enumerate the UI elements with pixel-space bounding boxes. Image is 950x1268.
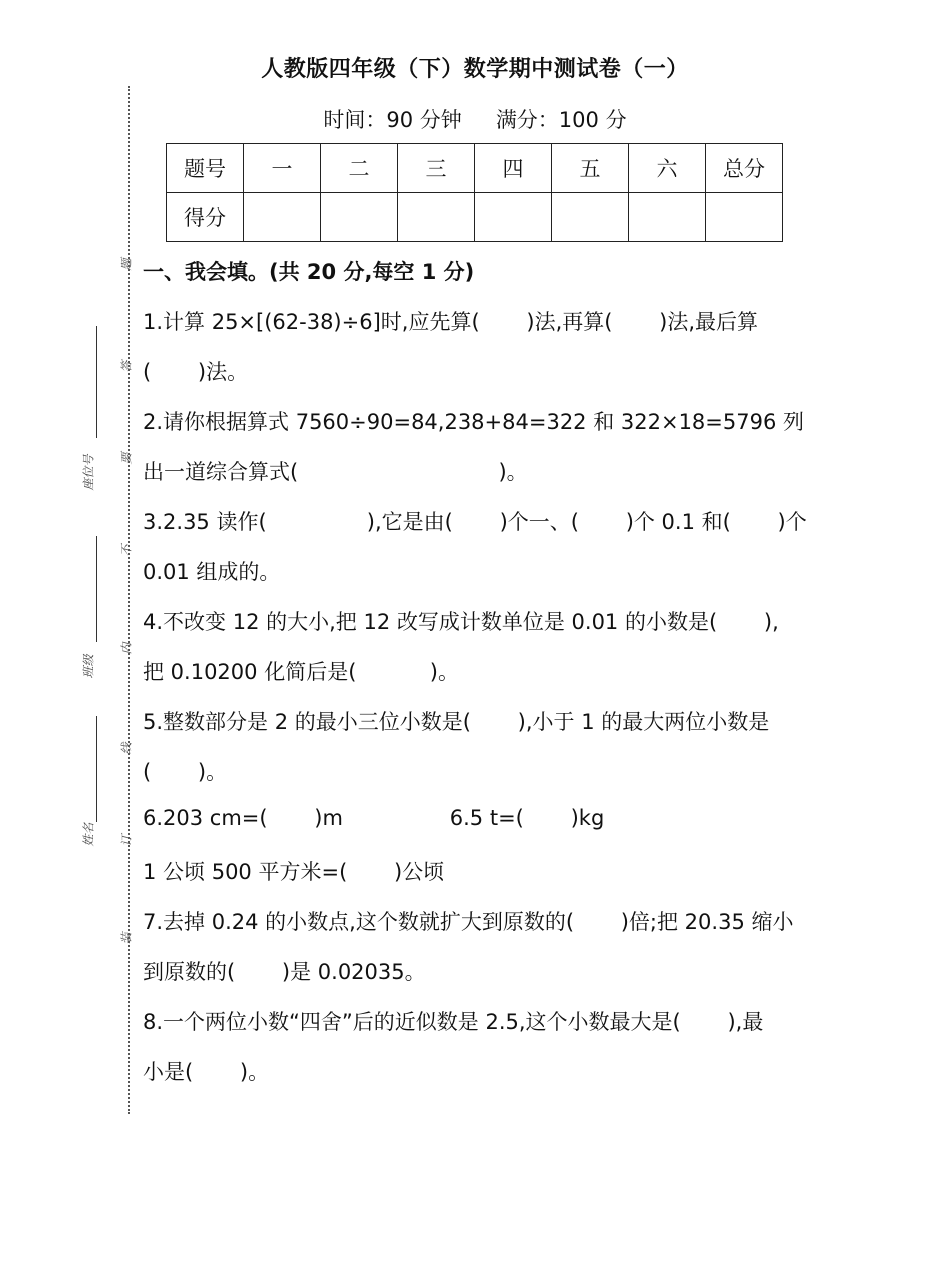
margin-seal-char: 不 [119, 544, 134, 557]
score-cell[interactable] [398, 193, 475, 242]
question-line: 把 0.10200 化简后是( )。 [143, 660, 460, 684]
margin-seal-char: 答 [119, 360, 134, 373]
exam-time: 时间：90 分钟 [323, 108, 462, 132]
score-cell[interactable] [321, 193, 398, 242]
margin-seal-char: 要 [119, 452, 134, 465]
binding-dotted-line [128, 86, 130, 1114]
question-line: 到原数的( )是 0.02035。 [143, 960, 426, 984]
score-table-header-cell: 题号 [167, 144, 244, 193]
seat-number-blank [96, 326, 97, 438]
section-heading: 一、我会填。(共 20 分,每空 1 分) [143, 260, 475, 284]
score-table-header-cell: 三 [398, 144, 475, 193]
question-line: 7.去掉 0.24 的小数点,这个数就扩大到原数的( )倍;把 20.35 缩小 [143, 910, 794, 934]
margin-seal-char: 线 [119, 742, 134, 755]
score-table-header-cell: 五 [552, 144, 629, 193]
question-line: 1.计算 25×[(62-38)÷6]时,应先算( )法,再算( )法,最后算 [143, 310, 759, 334]
score-table-header-cell: 四 [475, 144, 552, 193]
name-label: 姓名 [81, 822, 96, 847]
score-table-header-cell: 二 [321, 144, 398, 193]
question-line: ( )法。 [143, 360, 249, 384]
score-table-score-row [167, 193, 783, 242]
score-cell[interactable] [475, 193, 552, 242]
question-line: 小是( )。 [143, 1060, 270, 1084]
question-line: 8.一个两位小数“四舍”后的近似数是 2.5,这个小数最大是( ),最 [143, 1010, 764, 1034]
score-table-header-cell: 六 [629, 144, 706, 193]
question-line: 4.不改变 12 的大小,把 12 改写成计数单位是 0.01 的小数是( ), [143, 610, 779, 634]
exam-meta [0, 104, 950, 134]
question-line: 1 公顷 500 平方米=( )公顷 [143, 860, 445, 884]
class-label: 班级 [81, 654, 96, 679]
margin-seal-char: 订 [119, 834, 134, 847]
score-cell[interactable] [629, 193, 706, 242]
class-blank [96, 536, 97, 642]
question-line: 出一道综合算式( )。 [143, 460, 528, 484]
question-line: 6.203 cm=( )m 6.5 t=( )kg [143, 806, 605, 830]
score-table-header-cell: 一 [244, 144, 321, 193]
question-line: 5.整数部分是 2 的最小三位小数是( ),小于 1 的最大两位小数是 [143, 710, 770, 734]
exam-full-score: 满分：100 分 [495, 108, 627, 132]
score-table [166, 143, 783, 242]
seat-number-label: 座位号 [81, 454, 96, 491]
score-cell[interactable] [552, 193, 629, 242]
margin-seal-char: 题 [119, 258, 134, 271]
score-cell[interactable] [244, 193, 321, 242]
score-table-header-row [167, 144, 783, 193]
question-line: 0.01 组成的。 [143, 560, 281, 584]
score-table-header-cell: 总分 [706, 144, 783, 193]
name-blank [96, 716, 97, 822]
margin-seal-char: 装 [119, 932, 134, 945]
margin-seal-char: 内 [119, 642, 134, 655]
question-line: 2.请你根据算式 7560÷90=84,238+84=322 和 322×18=5796 列 [143, 410, 805, 434]
question-line: ( )。 [143, 760, 228, 784]
score-table-row-label: 得分 [167, 193, 244, 242]
score-cell[interactable] [706, 193, 783, 242]
question-line: 3.2.35 读作( ),它是由( )个一、( )个 0.1 和( )个 [143, 510, 807, 534]
page-title: 人教版四年级（下）数学期中测试卷（一） [261, 57, 689, 82]
